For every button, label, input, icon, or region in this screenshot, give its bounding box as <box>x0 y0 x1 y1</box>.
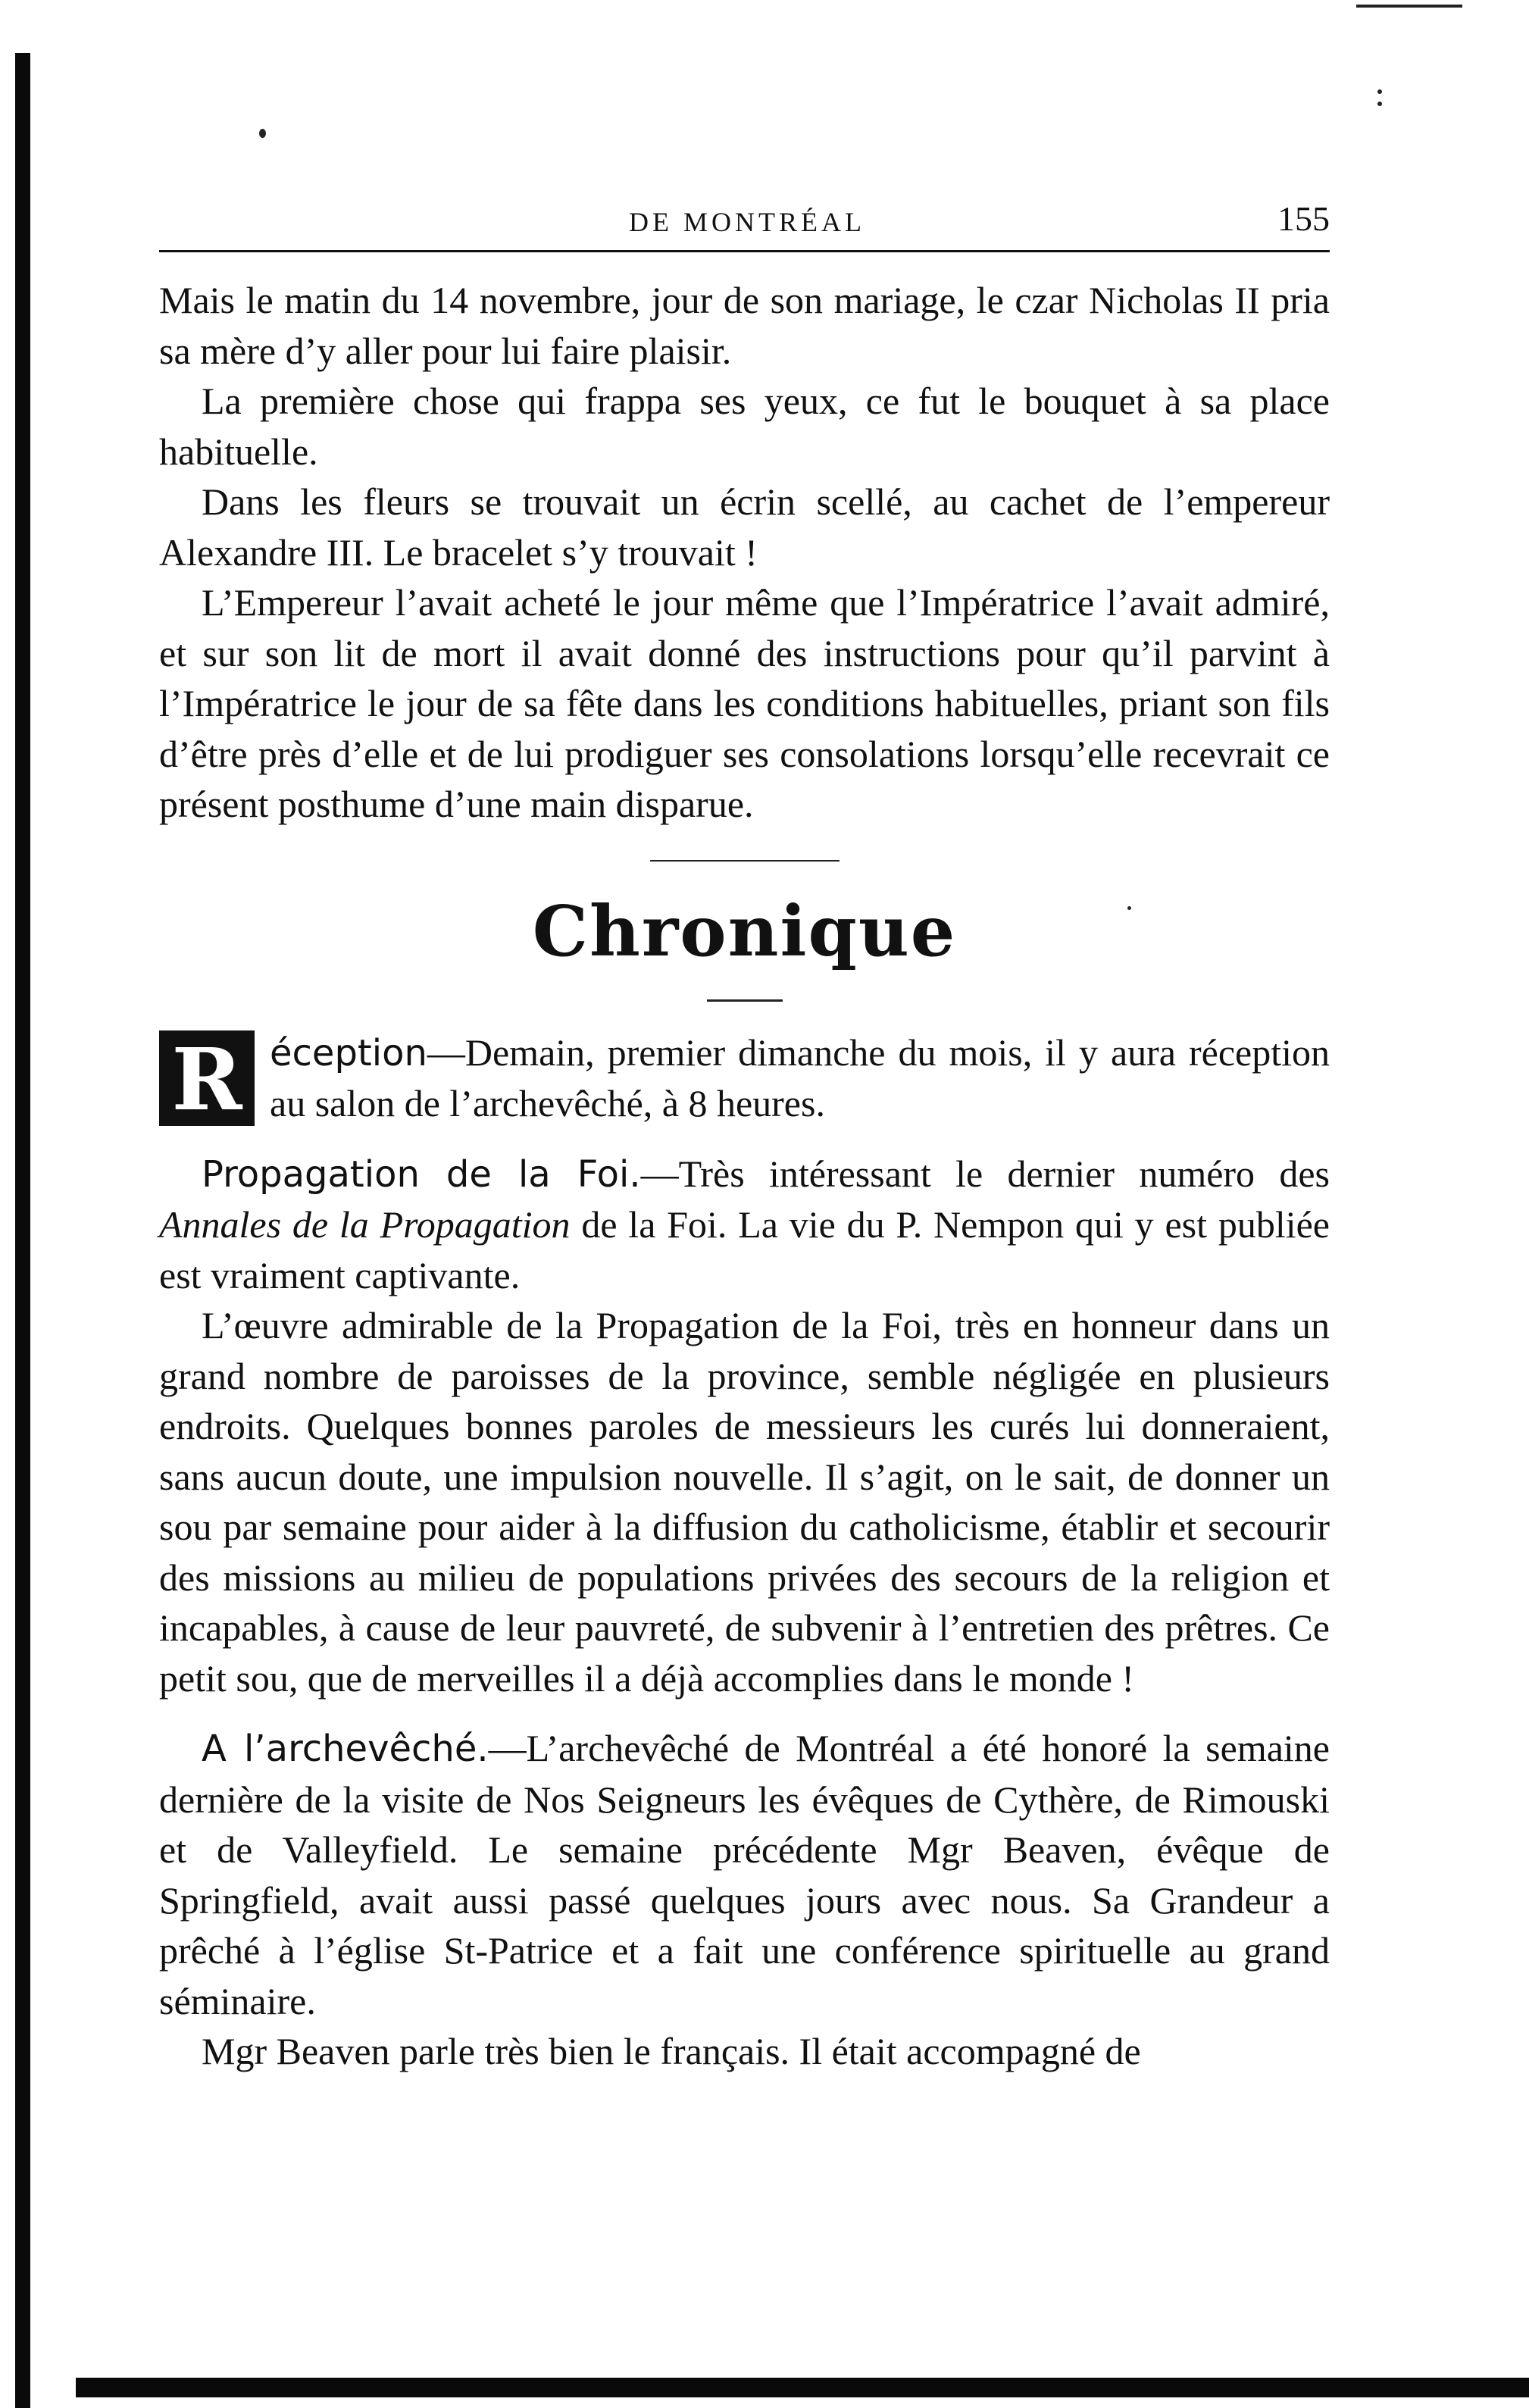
ink-speck <box>1377 102 1382 106</box>
paragraph: L’œuvre admirable de la Propagation de la Foi, très en honneur dans un grand nombre de paroisses de la province, semble négligée en plusieurs endroits. Quelques bonnes paroles de messieurs les curés lui donneraient, sans aucun doute, une impulsion nouvelle. Il s’agit, on le sait, de donner un sou par semaine pour aider à la diffusion du catholicisme, établir et secourir des missions au milieu de populations privées des secours de la religion et incapables, à cause de leur pauvreté, de subvenir à l’entretien des prêtres. Ce petit sou, que de merveilles il a déjà accomplies dans le monde ! <box>159 1304 1330 1700</box>
paragraph: L’Empereur l’avait acheté le jour même que l’Impératrice l’avait admiré, et sur son lit de mort il avait donné des instructions pour qu’il parvint à l’Impératrice le jour de sa fête dans les conditions habituelles, priant son fils d’être près d’elle et de lui prodiguer ses consolations lorsqu’elle recevrait ce présent posthume d’une main disparue. <box>159 581 1330 825</box>
paragraph: Dans les fleurs se trouvait un écrin scellé, au cachet de l’empereur Alexandre III. Le bracelet s’y trouvait ! <box>159 480 1330 574</box>
item-heading: A l’archevêché. <box>202 1728 489 1770</box>
drop-cap: R <box>159 1030 255 1126</box>
scan-border-left <box>15 53 30 2408</box>
paragraph: Mgr Beaven parle très bien le français. Il était accompagné de <box>202 2030 1141 2072</box>
item-text: —L’archevêché de Montréal a été honoré la semaine dernière de la visite de Nos Seigneurs les évêques de Cythère, de Rimouski et de Valleyfield. Le semaine précédente Mgr Beaven, évêque de Springfield, avait aussi passé quelques jours avec nous. Sa Grandeur a prêché à l’église St-Patrice et a fait une conférence spirituelle au grand séminaire. <box>159 1727 1330 2022</box>
journal-title: Annales de la Propagation <box>159 1203 571 1246</box>
item-text: —Très intéressant le dernier numéro des <box>640 1152 1330 1195</box>
ink-speck <box>259 129 266 138</box>
running-head <box>159 189 1330 252</box>
reception-item <box>159 1027 1330 1129</box>
section-title: Chronique <box>532 890 957 972</box>
title-rule <box>707 999 783 1002</box>
scan-border-bottom <box>76 2378 1529 2397</box>
scan-mark-top <box>1356 5 1462 8</box>
page-number: 155 <box>1277 199 1330 238</box>
propagation-item <box>159 1149 1330 1301</box>
item-text: de la Foi. La vie du P. Nempon qui y est publiée est vraiment captivante. <box>159 1203 1330 1296</box>
page <box>159 189 1330 2077</box>
intro-text <box>159 275 1330 830</box>
item-heading: éception <box>270 1031 427 1074</box>
paragraph: Mais le matin du 14 novembre, jour de son mariage, le czar Nicholas II pria sa mère d’y aller pour lui faire plaisir. <box>159 279 1330 372</box>
section-divider <box>650 860 840 862</box>
archeveche-item <box>159 1723 1330 2026</box>
paragraph: La première chose qui frappa ses yeux, ce fut le bouquet à sa place habituelle. <box>159 380 1330 473</box>
item-heading: Propagation de la Foi. <box>202 1152 641 1196</box>
ink-speck <box>1377 89 1382 94</box>
running-title: DE MONTRÉAL <box>629 207 865 237</box>
item-text: —Demain, premier dimanche du mois, il y aura réception au salon de l’archevêché, à 8 heures. <box>270 1030 1330 1124</box>
